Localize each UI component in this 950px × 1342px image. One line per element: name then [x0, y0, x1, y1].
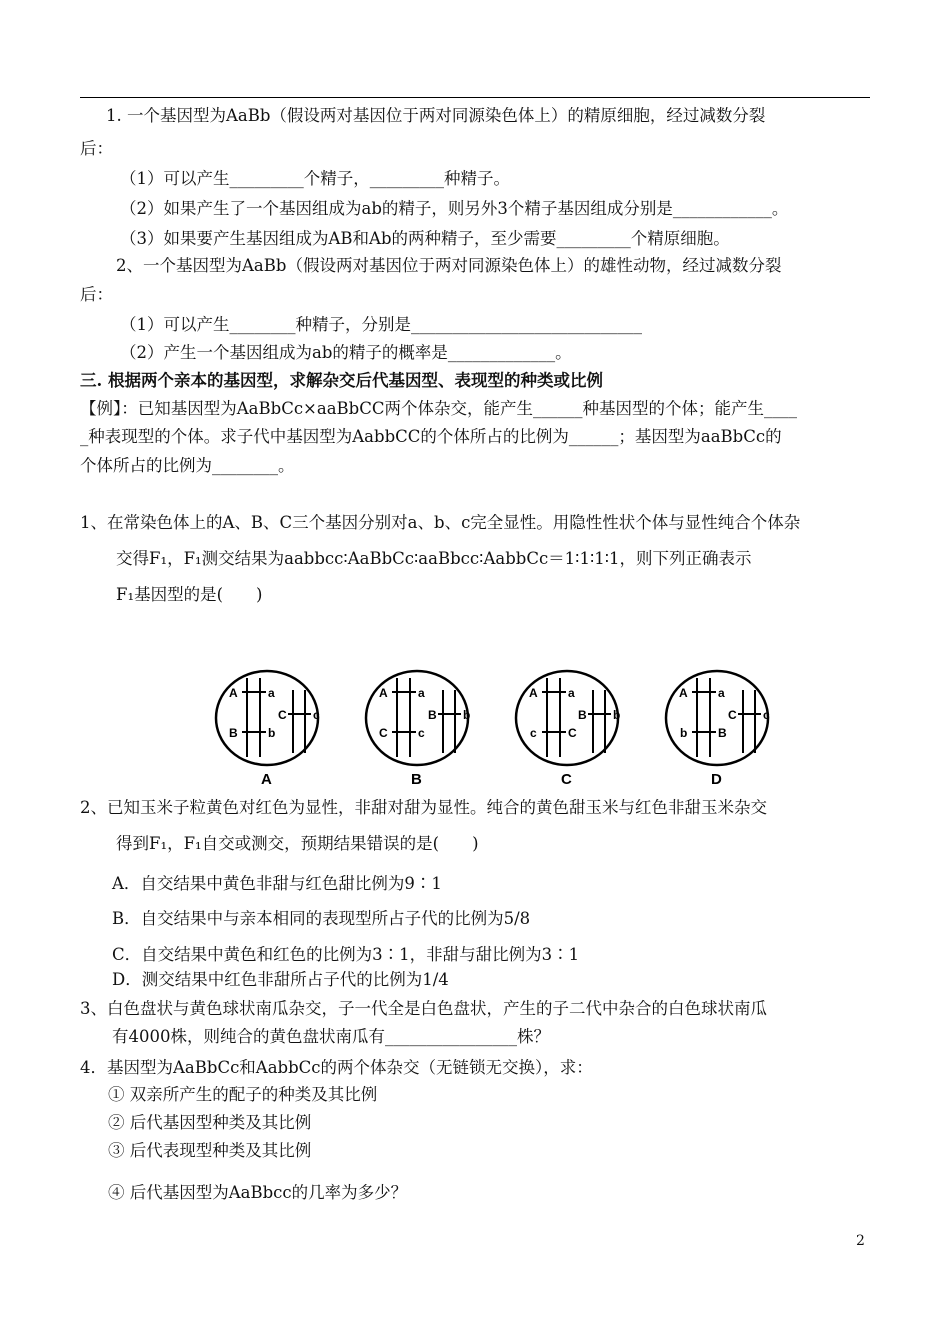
- p4-item-3: ③ 后代表现型种类及其比例: [108, 1141, 312, 1160]
- example-line-3: 个体所占的比例为________。: [80, 456, 295, 475]
- chromosome-figure: [205, 660, 785, 790]
- gene-label: C: [278, 708, 287, 722]
- p2-option-a: A．自交结果中黄色非甜与红色甜比例为9∶1: [112, 874, 442, 893]
- gene-label: c: [418, 726, 425, 740]
- cell-d: [666, 671, 770, 788]
- gene-label: c: [763, 708, 770, 722]
- gene-label: A: [379, 686, 388, 700]
- gene-label: a: [718, 686, 725, 700]
- q1-sub-2: （2）如果产生了一个基因组成为ab的精子，则另外3个精子基因组成分别是____________。: [120, 199, 789, 218]
- q2-sub-1: （1）可以产生________种精子，分别是____________________________: [120, 315, 642, 334]
- p4-item-1: ① 双亲所产生的配子的种类及其比例: [108, 1085, 378, 1104]
- q1-line-2: 后：: [80, 139, 113, 158]
- section-3-heading: 三. 根据两个亲本的基因型，求解杂交后代基因型、表现型的种类或比例: [80, 371, 603, 390]
- gene-label: b: [268, 726, 276, 740]
- p4-item-2: ② 后代基因型种类及其比例: [108, 1113, 312, 1132]
- cell-label: D: [711, 771, 722, 788]
- q1-line-1: 1. 一个基因型为AaBb（假设两对基因位于两对同源染色体上）的精原细胞，经过减数分裂: [106, 106, 766, 125]
- q2-sub-2: （2）产生一个基因组成为ab的精子的概率是_____________。: [120, 343, 572, 362]
- p1-line-3: F₁基因型的是( ): [116, 585, 263, 604]
- gene-label: A: [529, 686, 538, 700]
- cell-b: [366, 671, 470, 788]
- gene-label: c: [530, 726, 537, 740]
- gene-label: A: [679, 686, 688, 700]
- gene-label: B: [229, 726, 238, 740]
- q1-sub-1: （1）可以产生_________个精子，_________种精子。: [120, 169, 510, 188]
- gene-label: B: [428, 708, 437, 722]
- p1-line-2: 交得F₁，F₁测交结果为aabbcc∶AaBbCc∶aaBbcc∶AabbCc＝1∶1∶1∶1，则下列正确表示: [116, 549, 752, 568]
- example-line-1: 【例】：已知基因型为AaBbCc×aaBbCC两个体杂交，能产生______种基因型的个体；能产生____: [80, 399, 797, 418]
- p1-line-1: 1、在常染色体上的A、B、C三个基因分别对a、b、c完全显性。用隐性性状个体与显性纯合个体杂: [80, 513, 801, 532]
- example-line-2: _种表现型的个体。求子代中基因型为AabbCC的个体所占的比例为______；基因型为aaBbCc的: [80, 427, 782, 446]
- p3-line-1: 3、白色盘状与黄色球状南瓜杂交，子一代全是白色盘状，产生的子二代中杂合的白色球状南瓜: [80, 999, 767, 1018]
- cell-label: A: [261, 771, 272, 788]
- gene-label: B: [578, 708, 587, 722]
- gene-label: c: [313, 708, 320, 722]
- cell-c: [516, 671, 620, 788]
- cell-label: B: [411, 771, 422, 788]
- gene-label: a: [568, 686, 575, 700]
- gene-label: B: [718, 726, 727, 740]
- gene-label: C: [728, 708, 737, 722]
- gene-label: b: [613, 708, 621, 722]
- gene-label: C: [568, 726, 577, 740]
- cell-a: [216, 671, 320, 788]
- q2-line-2: 后：: [80, 285, 113, 304]
- header-rule: [80, 97, 870, 98]
- p2-option-c: C．自交结果中黄色和红色的比例为3∶1，非甜与甜比例为3∶1: [112, 945, 580, 964]
- p2-line-1: 2、已知玉米子粒黄色对红色为显性，非甜对甜为显性。纯合的黄色甜玉米与红色非甜玉米杂交: [80, 798, 767, 817]
- gene-label: a: [418, 686, 425, 700]
- q2-line-1: 2、一个基因型为AaBb（假设两对基因位于两对同源染色体上）的雄性动物，经过减数分裂: [116, 256, 782, 275]
- p2-option-b: B．自交结果中与亲本相同的表现型所占子代的比例为5/8: [112, 909, 531, 928]
- cell-label: C: [561, 771, 572, 788]
- p2-option-d: D．测交结果中红色非甜所占子代的比例为1/4: [112, 970, 449, 989]
- gene-label: C: [379, 726, 388, 740]
- p4-item-4: ④ 后代基因型为AaBbcc的几率为多少？: [108, 1183, 408, 1202]
- p3-line-2: 有4000株，则纯合的黄色盘状南瓜有________________株？: [112, 1027, 550, 1046]
- p4-line-1: 4．基因型为AaBbCc和AabbCc的两个体杂交（无链锁无交换），求：: [80, 1058, 593, 1077]
- page-number: 2: [856, 1233, 865, 1249]
- gene-label: A: [229, 686, 238, 700]
- gene-label: b: [463, 708, 471, 722]
- gene-label: b: [680, 726, 688, 740]
- q1-sub-3: （3）如果要产生基因组成为AB和Ab的两种精子，至少需要_________个精原细胞。: [120, 229, 730, 248]
- p2-line-2: 得到F₁，F₁自交或测交，预期结果错误的是( ): [116, 834, 479, 853]
- gene-label: a: [268, 686, 275, 700]
